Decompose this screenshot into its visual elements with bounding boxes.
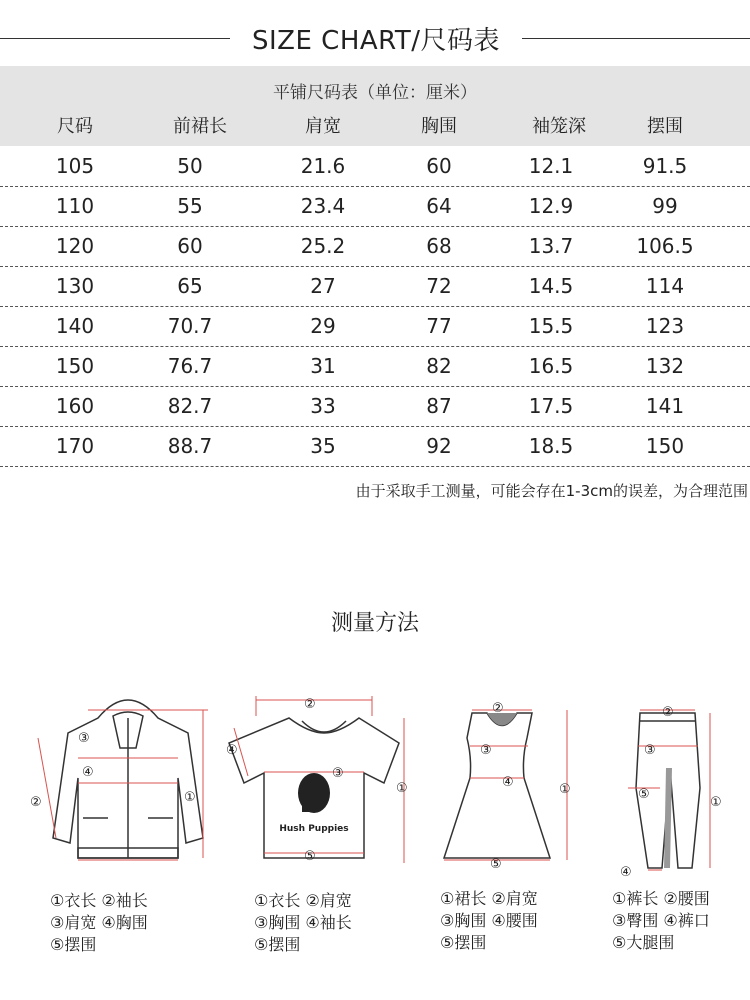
legend-line: ①衣长 ②肩宽 — [254, 891, 352, 910]
cell-shoulder: 31 — [310, 354, 336, 378]
cell-chest: 68 — [426, 234, 452, 258]
cell-hem: 150 — [645, 434, 685, 458]
cell-front-length: 70.7 — [167, 314, 213, 338]
table-row — [0, 146, 750, 187]
cell-front-length: 76.7 — [167, 354, 213, 378]
cell-front-length: 65 — [177, 274, 203, 298]
cell-chest: 72 — [426, 274, 452, 298]
jacket-markers — [30, 731, 196, 810]
legend-line: ①裙长 ②肩宽 — [440, 889, 538, 908]
cell-hem: 91.5 — [642, 154, 688, 178]
cell-armhole: 16.5 — [528, 354, 574, 378]
jacket-legend — [50, 890, 148, 956]
legend-line: ⑤摆围 — [254, 935, 301, 954]
marker-1: ① — [184, 790, 196, 805]
table-row — [0, 346, 750, 387]
table-row — [0, 186, 750, 227]
cell-front-length: 60 — [177, 234, 203, 258]
legend-line: ⑤摆围 — [440, 933, 487, 952]
cell-chest: 60 — [426, 154, 452, 178]
dress-legend — [440, 888, 538, 954]
marker-2: ② — [662, 705, 674, 720]
marker-5: ⑤ — [638, 787, 650, 802]
cell-size: 130 — [55, 274, 95, 298]
pants-shade — [664, 768, 672, 868]
marker-5: ⑤ — [304, 849, 316, 864]
method-title: 测量方法 — [330, 611, 419, 636]
cell-size: 120 — [55, 234, 95, 258]
measurement-note: 由于采取手工测量，可能会存在1-3cm的误差，为合理范围 — [355, 482, 748, 500]
column-header-hem: 摆围 — [647, 116, 683, 137]
marker-4: ④ — [502, 775, 514, 790]
cell-armhole: 17.5 — [528, 394, 574, 418]
cell-armhole: 13.7 — [528, 234, 574, 258]
cell-hem: 141 — [645, 394, 685, 418]
marker-1: ① — [396, 781, 408, 796]
marker-2: ② — [304, 697, 316, 712]
cell-shoulder: 35 — [310, 434, 336, 458]
cell-shoulder: 21.6 — [300, 154, 346, 178]
cell-armhole: 14.5 — [528, 274, 574, 298]
legend-line: ③胸围 ④腰围 — [440, 911, 538, 930]
cell-size: 105 — [55, 154, 95, 178]
cell-armhole: 12.9 — [528, 194, 574, 218]
table-row — [0, 306, 750, 347]
marker-4: ④ — [226, 743, 238, 758]
cell-chest: 92 — [426, 434, 452, 458]
column-header-shoulder: 肩宽 — [305, 116, 341, 137]
marker-3: ③ — [480, 743, 492, 758]
table-row — [0, 426, 750, 467]
cell-hem: 106.5 — [636, 234, 694, 258]
jacket-measure-lines — [38, 710, 208, 860]
column-header-chest: 胸围 — [421, 116, 457, 137]
legend-line: ①衣长 ②袖长 — [50, 891, 148, 910]
tshirt-brand-text: Hush Puppies — [279, 824, 349, 834]
cell-size: 140 — [55, 314, 95, 338]
table-row — [0, 386, 750, 427]
size-table-header — [0, 66, 750, 146]
cell-armhole: 18.5 — [528, 434, 574, 458]
cell-shoulder: 27 — [310, 274, 336, 298]
legend-line: ⑤摆围 — [50, 935, 97, 954]
table-row — [0, 266, 750, 307]
cell-size: 160 — [55, 394, 95, 418]
cell-shoulder: 25.2 — [300, 234, 346, 258]
marker-1: ① — [559, 782, 571, 797]
column-header-front-length: 前裙长 — [173, 116, 227, 137]
page-title: SIZE CHART/尺码表 — [252, 26, 500, 56]
cell-chest: 87 — [426, 394, 452, 418]
cell-shoulder: 23.4 — [300, 194, 346, 218]
marker-1: ① — [710, 795, 722, 810]
table-row — [0, 226, 750, 267]
jacket-diagram — [28, 688, 228, 868]
title-divider-left — [0, 38, 230, 39]
cell-hem: 114 — [645, 274, 685, 298]
jacket-outline — [53, 700, 203, 858]
cell-armhole: 12.1 — [528, 154, 574, 178]
marker-3: ③ — [644, 743, 656, 758]
cell-front-length: 55 — [177, 194, 203, 218]
column-header-size: 尺码 — [57, 116, 93, 137]
cell-shoulder: 29 — [310, 314, 336, 338]
cell-chest: 77 — [426, 314, 452, 338]
cell-size: 150 — [55, 354, 95, 378]
tshirt-diagram — [224, 688, 424, 868]
cell-chest: 82 — [426, 354, 452, 378]
title-row — [0, 18, 750, 58]
marker-4: ④ — [620, 865, 632, 878]
dress-outline — [444, 713, 550, 858]
marker-3: ③ — [332, 766, 344, 781]
title-divider-right — [522, 38, 750, 39]
tshirt-legend — [254, 890, 352, 956]
legend-line: ①裤长 ②腰围 — [612, 889, 710, 908]
marker-2: ② — [30, 795, 42, 810]
pants-diagram — [600, 688, 740, 878]
cell-size: 110 — [55, 194, 95, 218]
cell-shoulder: 33 — [310, 394, 336, 418]
tshirt-logo — [298, 773, 330, 813]
marker-2: ② — [492, 701, 504, 716]
marker-5: ⑤ — [490, 857, 502, 868]
marker-4: ④ — [82, 765, 94, 780]
marker-3: ③ — [78, 731, 90, 746]
legend-line: ③臀围 ④裤口 — [612, 911, 710, 930]
dress-diagram — [432, 688, 592, 868]
cell-front-length: 82.7 — [167, 394, 213, 418]
column-header-armhole: 袖笼深 — [532, 116, 586, 137]
legend-line: ③胸围 ④袖长 — [254, 913, 352, 932]
pants-legend — [612, 888, 710, 954]
cell-hem: 123 — [645, 314, 685, 338]
cell-hem: 132 — [645, 354, 685, 378]
cell-size: 170 — [55, 434, 95, 458]
cell-chest: 64 — [426, 194, 452, 218]
legend-line: ⑤大腿围 — [612, 933, 675, 952]
cell-hem: 99 — [652, 194, 678, 218]
legend-line: ③肩宽 ④胸围 — [50, 913, 148, 932]
cell-armhole: 15.5 — [528, 314, 574, 338]
cell-front-length: 50 — [177, 154, 203, 178]
cell-front-length: 88.7 — [167, 434, 213, 458]
table-caption: 平铺尺码表（单位：厘米） — [273, 83, 477, 103]
